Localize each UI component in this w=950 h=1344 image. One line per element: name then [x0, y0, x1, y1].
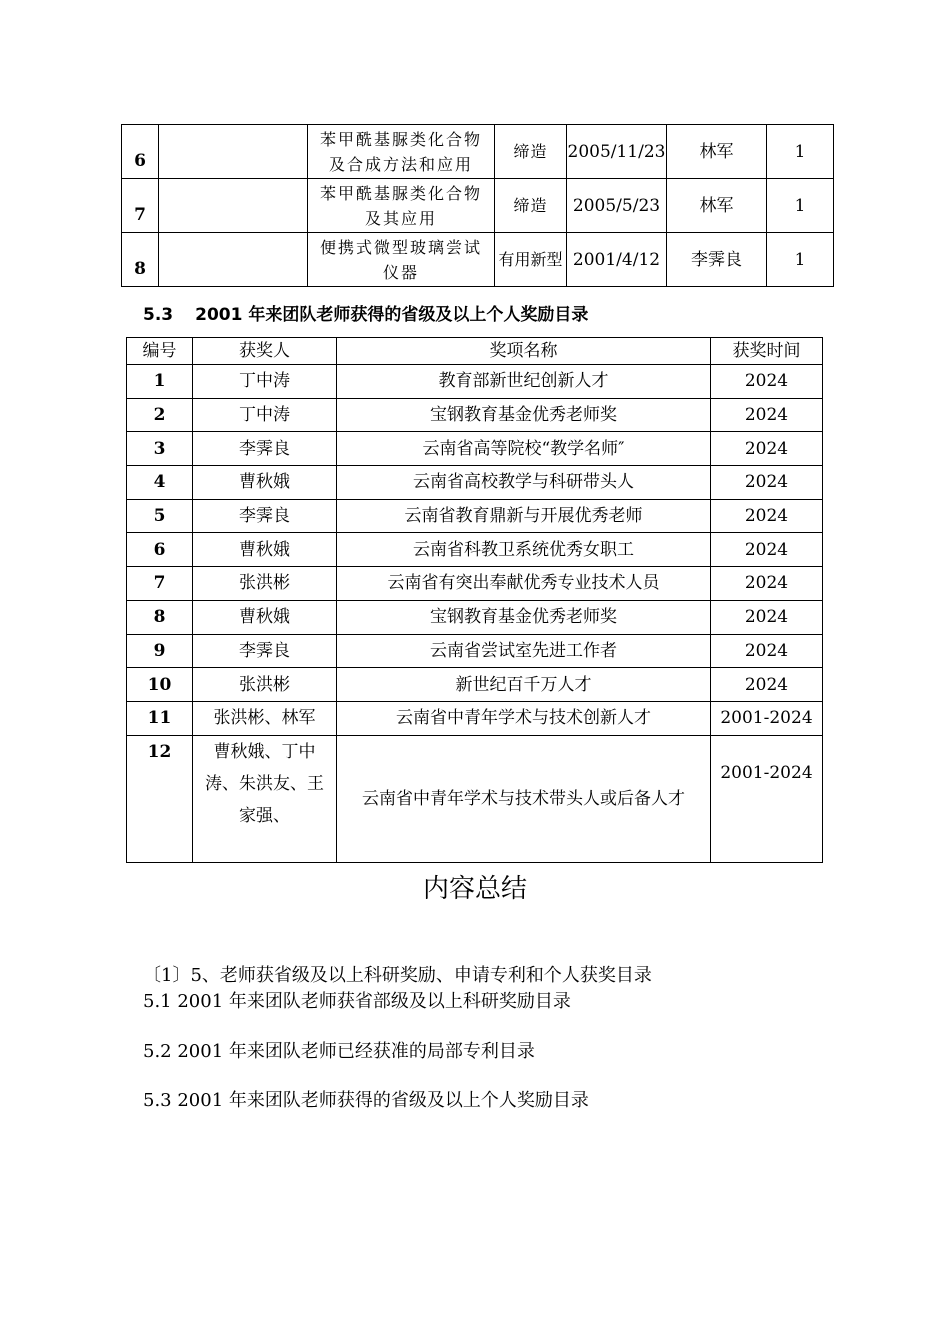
award-number: 9 [127, 634, 193, 668]
patent-inventor: 林军 [667, 179, 767, 233]
header-number: 编号 [127, 338, 193, 365]
table-row [127, 634, 823, 668]
award-number: 5 [127, 499, 193, 533]
award-number: 6 [127, 533, 193, 567]
award-number: 7 [127, 567, 193, 601]
award-year: 2001-2024 [711, 701, 823, 735]
award-name: 云南省教育鼎新与开展优秀老师 [337, 499, 711, 533]
table-row [127, 735, 823, 862]
table-row [127, 499, 823, 533]
award-year: 2024 [711, 466, 823, 500]
table-row [127, 701, 823, 735]
header-award: 奖项名称 [337, 338, 711, 365]
award-year: 2024 [711, 600, 823, 634]
patent-name: 苯甲酰基脲类化合物及其应用 [308, 179, 495, 233]
award-year: 2024 [711, 634, 823, 668]
award-number: 12 [127, 735, 193, 862]
award-year: 2024 [711, 499, 823, 533]
award-number: 8 [127, 600, 193, 634]
award-name: 云南省高等院校“教学名师″ [337, 432, 711, 466]
table-row [127, 432, 823, 466]
patent-count: 1 [767, 179, 834, 233]
table-row [127, 365, 823, 399]
award-year: 2024 [711, 668, 823, 702]
award-name: 云南省中青年学术与技术创新人才 [337, 701, 711, 735]
section-number: 5.3 [143, 305, 174, 325]
award-name: 教育部新世纪创新人才 [337, 365, 711, 399]
patent-type: 有用新型 [495, 233, 567, 287]
award-name: 云南省有突出奉献优秀专业技术人员 [337, 567, 711, 601]
patent-number: 7 [122, 179, 159, 233]
patent-count: 1 [767, 125, 834, 179]
award-year: 2024 [711, 432, 823, 466]
patent-name: 便携式微型玻璃尝试仪器 [308, 233, 495, 287]
award-name: 宝钢教育基金优秀老师奖 [337, 398, 711, 432]
table-row [122, 125, 834, 179]
patent-date: 2005/5/23 [567, 179, 667, 233]
summary-line: 〔1〕5、老师获省级及以上科研奖励、申请专利和个人获奖目录 [143, 965, 652, 986]
award-name: 云南省中青年学术与技术带头人或后备人才 [337, 735, 711, 862]
award-name: 云南省高校教学与科研带头人 [337, 466, 711, 500]
table-header-row [127, 338, 823, 365]
award-number: 4 [127, 466, 193, 500]
award-number: 3 [127, 432, 193, 466]
table-row [127, 398, 823, 432]
award-name: 新世纪百千万人才 [337, 668, 711, 702]
award-number: 1 [127, 365, 193, 399]
award-year: 2024 [711, 533, 823, 567]
summary-line: 5.1 2001 年来团队老师获省部级及以上科研奖励目录 [143, 991, 571, 1012]
patent-name: 苯甲酰基脲类化合物及合成方法和应用 [308, 125, 495, 179]
header-year: 获奖时间 [711, 338, 823, 365]
award-person: 曹秋娥 [193, 466, 337, 500]
section-heading [143, 300, 588, 325]
patent-date: 2001/4/12 [567, 233, 667, 287]
summary-title: 内容总结 [422, 874, 527, 904]
patent-inventor: 林军 [667, 125, 767, 179]
patent-cell-empty [159, 179, 308, 233]
award-person: 丁中涛 [193, 365, 337, 399]
patent-count: 1 [767, 233, 834, 287]
summary-line: 5.3 2001 年来团队老师获得的省级及以上个人奖励目录 [143, 1090, 589, 1111]
table-row [127, 533, 823, 567]
award-number: 11 [127, 701, 193, 735]
award-person: 李霁良 [193, 499, 337, 533]
patent-type: 缔造 [495, 125, 567, 179]
award-table [126, 337, 823, 863]
award-person: 张洪彬 [193, 668, 337, 702]
award-person: 李霁良 [193, 634, 337, 668]
award-name: 宝钢教育基金优秀老师奖 [337, 600, 711, 634]
patent-cell-empty [159, 233, 308, 287]
table-row [127, 668, 823, 702]
patent-cell-empty [159, 125, 308, 179]
award-person: 李霁良 [193, 432, 337, 466]
table-row [122, 179, 834, 233]
header-person: 获奖人 [193, 338, 337, 365]
award-person: 张洪彬 [193, 567, 337, 601]
award-year: 2024 [711, 567, 823, 601]
award-person: 曹秋娥 [193, 600, 337, 634]
table-row [127, 600, 823, 634]
patent-number: 8 [122, 233, 159, 287]
award-number: 10 [127, 668, 193, 702]
patent-inventor: 李霁良 [667, 233, 767, 287]
patent-table [121, 124, 834, 287]
table-row [122, 233, 834, 287]
award-person: 曹秋娥、丁中涛、朱洪友、王家强、 [193, 735, 337, 862]
award-year: 2024 [711, 365, 823, 399]
award-person: 张洪彬、林军 [193, 701, 337, 735]
summary-line: 5.2 2001 年来团队老师已经获准的局部专利目录 [143, 1041, 535, 1062]
patent-date: 2005/11/23 [567, 125, 667, 179]
patent-number: 6 [122, 125, 159, 179]
table-row [127, 567, 823, 601]
award-name: 云南省科教卫系统优秀女职工 [337, 533, 711, 567]
award-person: 曹秋娥 [193, 533, 337, 567]
award-year: 2024 [711, 398, 823, 432]
table-row [127, 466, 823, 500]
award-name: 云南省尝试室先进工作者 [337, 634, 711, 668]
patent-type: 缔造 [495, 179, 567, 233]
award-year: 2001-2024 [711, 735, 823, 862]
award-person: 丁中涛 [193, 398, 337, 432]
section-title: 2001 年来团队老师获得的省级及以上个人奖励目录 [195, 305, 589, 325]
award-number: 2 [127, 398, 193, 432]
